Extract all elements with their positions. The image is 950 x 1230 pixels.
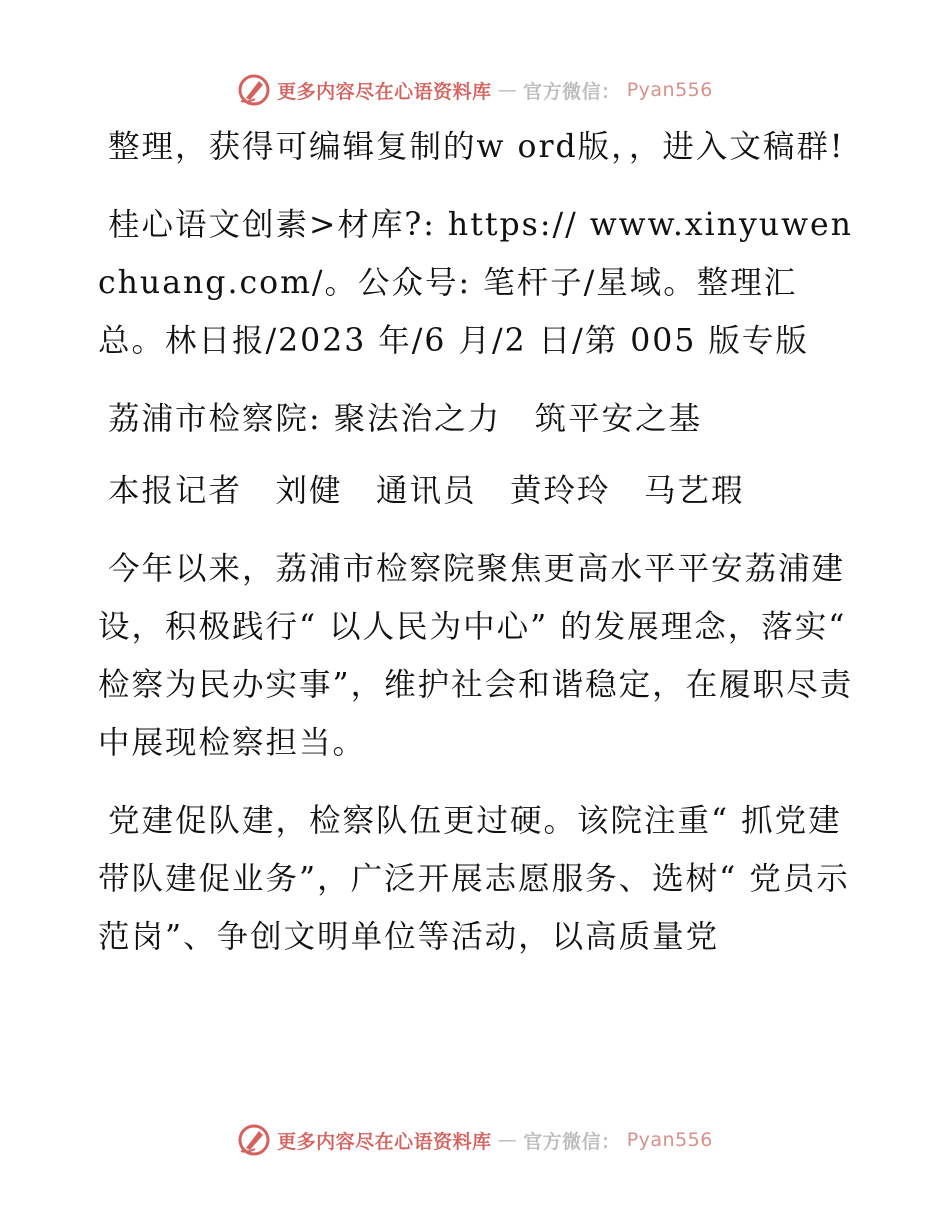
watermark-wechat-id: Pyan556: [626, 1129, 713, 1151]
article-byline: 本报记者 刘健 通讯员 黄玲玲 马艺瑕: [108, 473, 745, 509]
watermark-wechat-id: Pyan556: [626, 79, 713, 101]
watermark-wechat-label: 官方微信：: [523, 80, 621, 103]
header-watermark: [0, 70, 950, 110]
paragraph-intro: 整理，获得可编辑复制的w ord版，，进入文稿群!: [108, 129, 845, 165]
document-body: [98, 118, 858, 986]
pen-nib-icon: [237, 73, 271, 107]
watermark-site-text: 更多内容尽在心语资料库: [277, 1130, 492, 1153]
watermark-dash: —: [497, 79, 518, 101]
pen-nib-icon: [237, 1123, 271, 1157]
watermark-site-text: 更多内容尽在心语资料库: [277, 80, 492, 103]
watermark-wechat-label: 官方微信：: [523, 1130, 621, 1153]
paragraph-body-1: 今年以来，荔浦市检察院聚焦更高水平平安荔浦建设，积极践行“ 以人民为中心” 的发展理念，落实“ 检察为民办实事”，维护社会和谐稳定，在履职尽责中展现检察担当。: [98, 551, 854, 761]
footer-watermark: [0, 1120, 950, 1160]
paragraph-body-2: 党建促队建，检察队伍更过硬。该院注重“ 抓党建带队建促业务”，广泛开展志愿服务、选树“ 党员示范岗”、争创文明单位等活动，以高质量党: [98, 803, 850, 955]
paragraph-source: 桂心语文创素>材库?: https:// www.xinyuwenchuang.com/。公众号: 笔杆子/星域。整理汇总。林日报/2023 年/6 月/2 日/第 005 版专版: [98, 207, 853, 359]
article-title: 荔浦市检察院: 聚法治之力 筑平安之基: [108, 401, 703, 437]
watermark-dash: —: [497, 1129, 518, 1151]
